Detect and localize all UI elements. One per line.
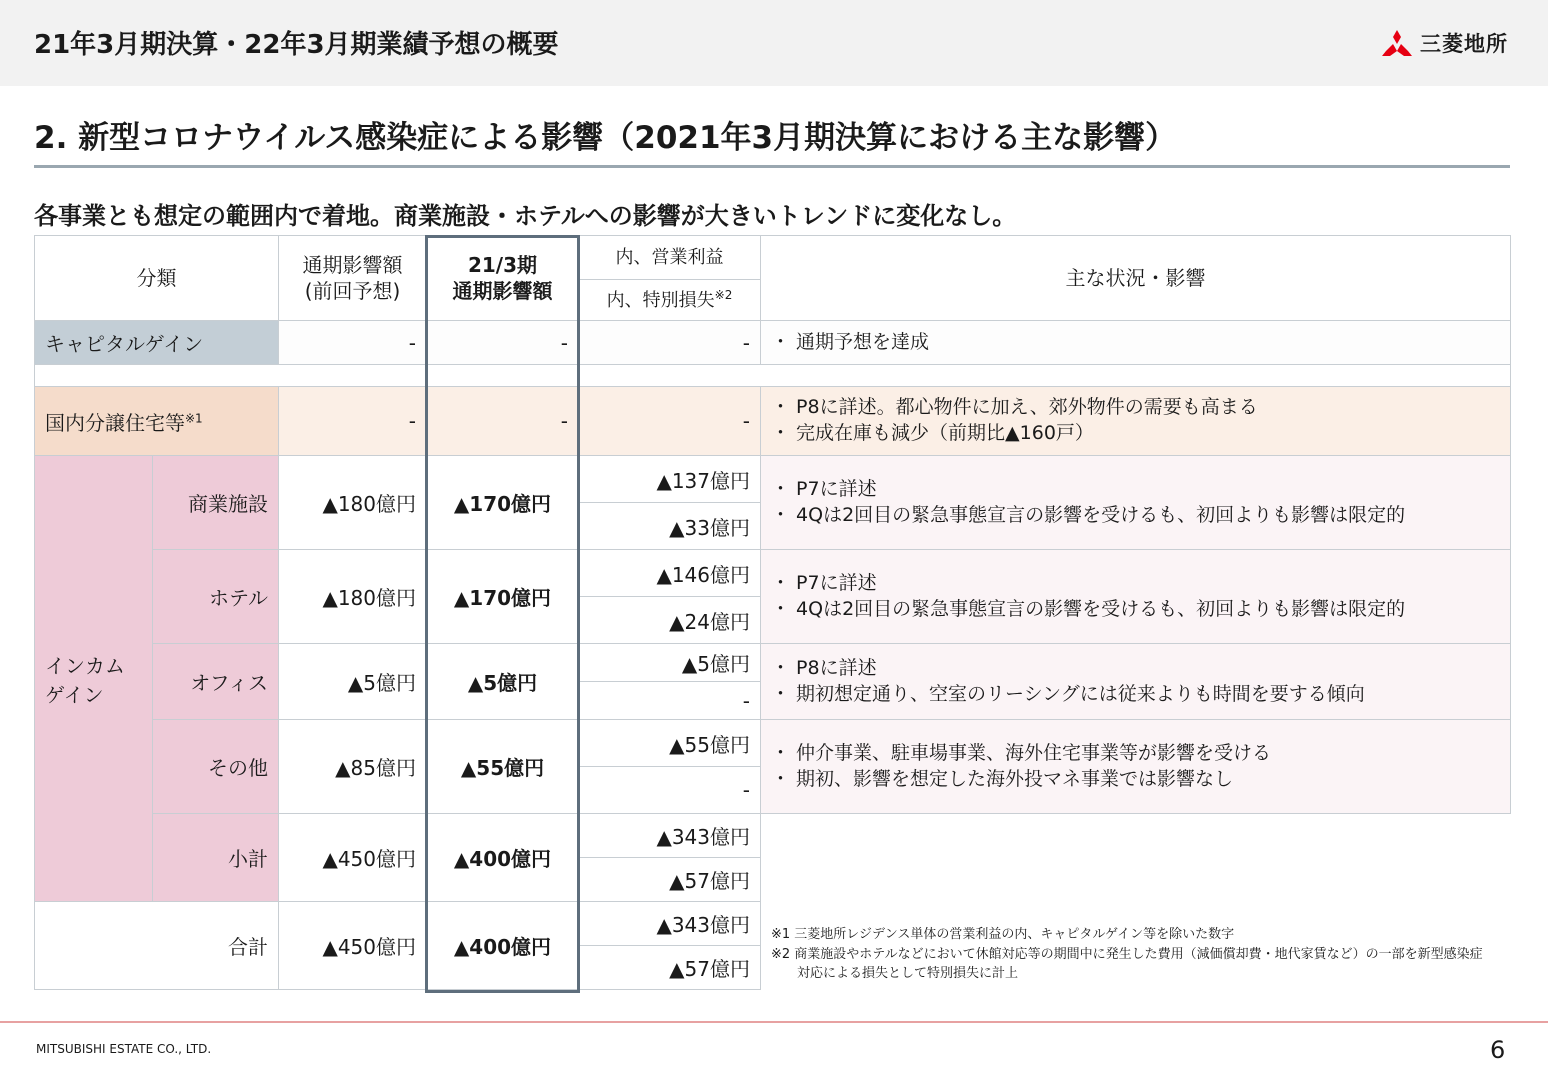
subcategory-hotel: ホテル <box>153 550 279 644</box>
footnote-2b: 対応による損失として特別損失に計上 <box>797 966 1019 981</box>
header-special-loss: 内、特別損失$^{※2}$ <box>579 280 761 321</box>
cell-actual: - <box>427 321 579 365</box>
cell-actual: ▲55億円 <box>427 720 579 814</box>
cell-loss: - <box>579 682 761 720</box>
headline: 各事業とも想定の範囲内で着地。商業施設・ホテルへの影響が大きいトレンドに変化なし。 <box>34 202 1017 230</box>
subcategory-subtotal: 小計 <box>153 814 279 902</box>
cell-status: ・ P8に詳述 ・ 期初想定通り、空室のリーシングには従来よりも時間を要する傾向 <box>761 644 1511 720</box>
cell-loss: ▲24億円 <box>579 597 761 644</box>
title-divider <box>34 165 1510 168</box>
cell-actual: ▲400億円 <box>427 814 579 902</box>
logo-text: 三菱地所 <box>1420 32 1508 56</box>
row-office <box>35 644 1511 682</box>
footnotes <box>761 814 1511 990</box>
cell-loss: ▲33億円 <box>579 503 761 550</box>
page-number: 6 <box>1490 1036 1506 1064</box>
footnote-1: ※1 三菱地所レジデンス単体の営業利益の内、キャピタルゲイン等を除いた数字 <box>771 927 1235 942</box>
header-category: 分類 <box>35 236 279 321</box>
cell-prev: - <box>279 321 427 365</box>
company-logo <box>1380 28 1508 58</box>
cell-actual: ▲170億円 <box>427 550 579 644</box>
cell-op: ▲343億円 <box>579 814 761 858</box>
header-actual <box>427 236 579 321</box>
three-diamonds-icon <box>1380 29 1414 57</box>
row-other <box>35 720 1511 767</box>
cell-prev: ▲450億円 <box>279 902 427 990</box>
cell-actual: ▲5億円 <box>427 644 579 720</box>
row-domestic-housing <box>35 387 1511 456</box>
row-hotel <box>35 550 1511 597</box>
header-row <box>35 236 1511 280</box>
cell-op: ▲146億円 <box>579 550 761 597</box>
cell-status: ・ 通期予想を達成 <box>761 321 1511 365</box>
subcategory-office: オフィス <box>153 644 279 720</box>
footer-divider <box>0 1021 1548 1023</box>
cell-prev: ▲180億円 <box>279 456 427 550</box>
cell-prev: ▲5億円 <box>279 644 427 720</box>
cell-actual: ▲170億円 <box>427 456 579 550</box>
cell-loss: ▲57億円 <box>579 858 761 902</box>
cell-loss: ▲57億円 <box>579 946 761 990</box>
category-capital-gain: キャピタルゲイン <box>35 321 279 365</box>
cell-prev: ▲180億円 <box>279 550 427 644</box>
header-prev-line1: 通期影響額 <box>302 253 403 277</box>
footnote-2a: ※2 商業施設やホテルなどにおいて休館対応等の期間中に発生した費用（減価償却費・地代家賃など）の一部を新型感染症 <box>771 946 1483 962</box>
cell-op: - <box>579 387 761 456</box>
cell-status: ・ P7に詳述 ・ 4Qは2回目の緊急事態宣言の影響を受けるも、初回よりも影響は限定的 <box>761 456 1511 550</box>
category-income-gain: インカム ゲイン <box>35 456 153 902</box>
header-actual-line1: 21/3期 <box>467 253 538 277</box>
header-operating-profit: 内、営業利益 <box>579 236 761 280</box>
cell-op: ▲343億円 <box>579 902 761 946</box>
section-title: 2. 新型コロナウイルス感染症による影響（2021年3月期決算における主な影響） <box>34 120 1177 156</box>
cell-actual: ▲400億円 <box>427 902 579 990</box>
category-total: 合計 <box>35 902 279 990</box>
header-actual-line2: 通期影響額 <box>452 279 553 303</box>
category-domestic-housing: 国内分譲住宅等$^{※1}$ <box>35 387 279 456</box>
cell-op: ▲55億円 <box>579 720 761 767</box>
cell-loss: - <box>579 767 761 814</box>
cell-prev: ▲450億円 <box>279 814 427 902</box>
cell-status: ・ 仲介事業、駐車場事業、海外住宅事業等が影響を受ける ・ 期初、影響を想定した海外投マネ事業では影響なし <box>761 720 1511 814</box>
header-status: 主な状況・影響 <box>761 236 1511 321</box>
row-commercial <box>35 456 1511 503</box>
cell-op: ▲5億円 <box>579 644 761 682</box>
subcategory-commercial: 商業施設 <box>153 456 279 550</box>
cell-op: - <box>579 321 761 365</box>
top-header-bar <box>0 0 1548 86</box>
row-capital-gain <box>35 321 1511 365</box>
cell-status: ・ P8に詳述。都心物件に加え、郊外物件の需要も高まる ・ 完成在庫も減少（前期比▲160戸） <box>761 387 1511 456</box>
cell-op: ▲137億円 <box>579 456 761 503</box>
document-title: 21年3月期決算・22年3月期業績予想の概要 <box>34 30 559 60</box>
subcategory-other: その他 <box>153 720 279 814</box>
cell-prev: ▲85億円 <box>279 720 427 814</box>
cell-actual: - <box>427 387 579 456</box>
row-separator <box>35 365 1511 387</box>
impact-table <box>34 235 1511 990</box>
company-name: MITSUBISHI ESTATE CO., LTD. <box>36 1042 212 1056</box>
cell-status: ・ P7に詳述 ・ 4Qは2回目の緊急事態宣言の影響を受けるも、初回よりも影響は限定的 <box>761 550 1511 644</box>
cell-prev: - <box>279 387 427 456</box>
header-previous-forecast <box>279 236 427 321</box>
header-prev-line2: (前回予想) <box>304 279 401 303</box>
row-subtotal <box>35 814 1511 858</box>
